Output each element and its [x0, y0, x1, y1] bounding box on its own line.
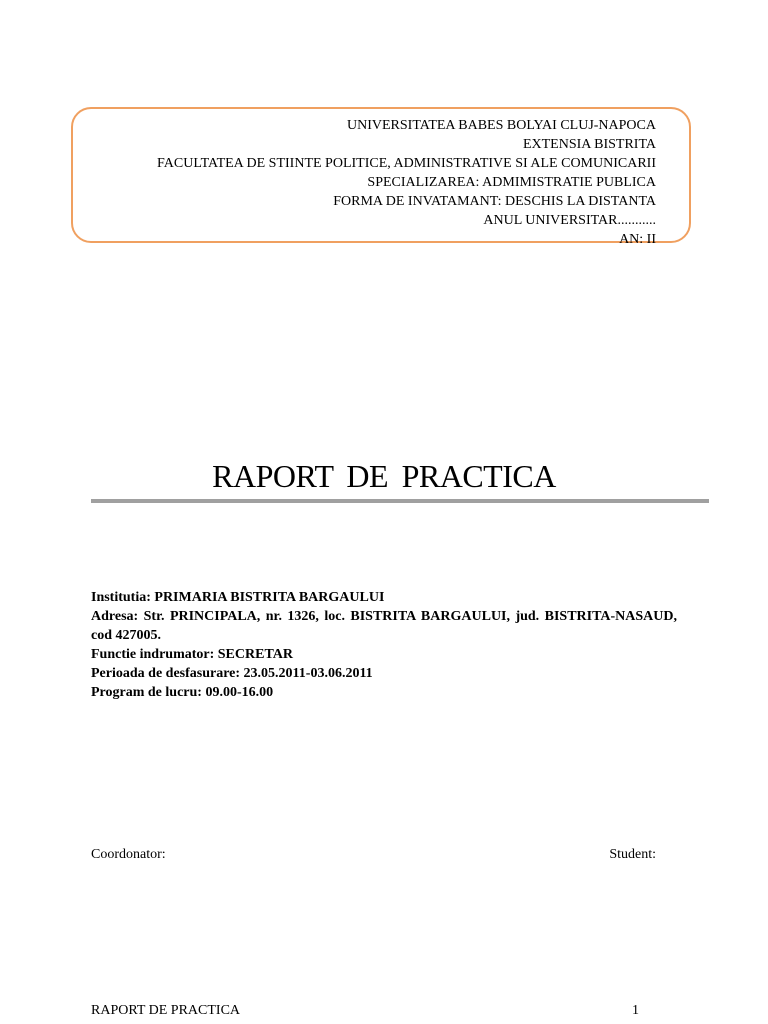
- header-specialization: SPECIALIZAREA: ADMIMISTRATIE PUBLICA: [367, 175, 656, 190]
- report-title: RAPORT DE PRACTICA: [212, 458, 556, 494]
- info-institution: Institutia: PRIMARIA BISTRITA BARGAULUI: [91, 590, 385, 605]
- page-number: 1: [632, 1003, 639, 1018]
- university-header: [157, 116, 656, 249]
- internship-info: [91, 588, 677, 702]
- coordinator-label: Coordonator:: [91, 847, 166, 862]
- header-academic-year: ANUL UNIVERSITAR...........: [483, 213, 656, 228]
- info-supervisor-role: Functie indrumator: SECRETAR: [91, 647, 293, 662]
- info-address: Adresa: Str. PRINCIPALA, nr. 1326, loc. BISTRITA BARGAULUI, jud. BISTRITA-NASAUD, cod 427005.: [91, 609, 677, 643]
- header-study-form: FORMA DE INVATAMANT: DESCHIS LA DISTANTA: [333, 194, 656, 209]
- info-period: Perioada de desfasurare: 23.05.2011-03.06.2011: [91, 666, 373, 681]
- info-schedule: Program de lucru: 09.00-16.00: [91, 685, 274, 700]
- title-underline: [91, 499, 709, 503]
- header-university: UNIVERSITATEA BABES BOLYAI CLUJ-NAPOCA: [347, 118, 656, 133]
- student-label: Student:: [609, 847, 656, 862]
- header-year: AN: II: [619, 232, 656, 247]
- header-faculty: FACULTATEA DE STIINTE POLITICE, ADMINISTRATIVE SI ALE COMUNICARII: [157, 156, 656, 171]
- header-extension: EXTENSIA BISTRITA: [522, 137, 656, 152]
- footer-title: RAPORT DE PRACTICA: [91, 1003, 241, 1018]
